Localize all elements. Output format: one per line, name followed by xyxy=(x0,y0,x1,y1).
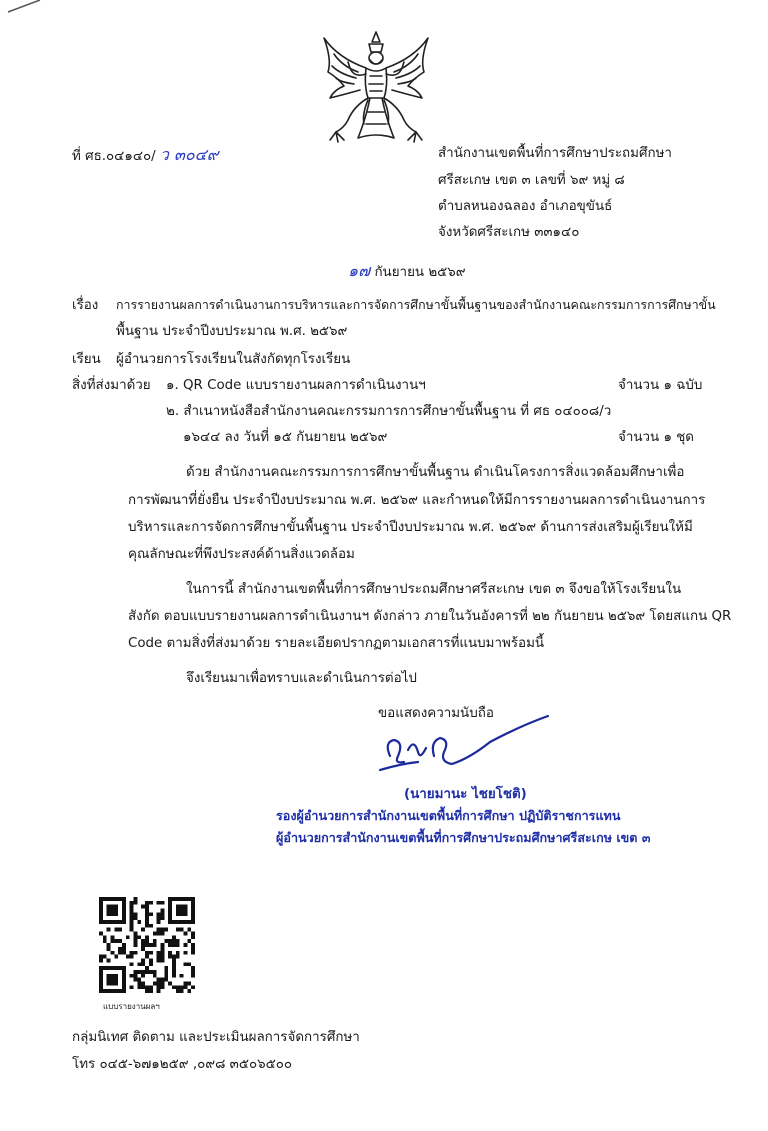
recipient-text: ผู้อำนวยการโรงเรียนในสังกัดทุกโรงเรียน xyxy=(116,352,351,367)
date-day-handwritten: ๑๗ xyxy=(348,261,371,280)
recipient-label: เรียน xyxy=(72,352,101,367)
enclosure-item-continued: ๑๖๔๔ ลง วันที่ ๑๕ กันยายน ๒๕๖๙ xyxy=(183,430,388,445)
body-line: บริหารและการจัดการศึกษาขั้นพื้นฐาน ประจำปีงบประมาณ พ.ศ. ๒๕๖๙ ด้านการส่งเสริมผู้เรียนให้มี xyxy=(128,520,693,535)
body-line: การพัฒนาที่ยั่งยืน ประจำปีงบประมาณ พ.ศ. ๒๕๖๙ และกำหนดให้มีการรายงานผลการดำเนินงานการ xyxy=(128,493,706,508)
body-line: ในการนี้ สำนักงานเขตพื้นที่การศึกษาประถมศึกษาศรีสะเกษ เขต ๓ จึงขอให้โรงเรียนใน xyxy=(186,582,682,597)
document-number-prefix: ที่ ศธ.๐๔๑๔๐/ xyxy=(72,149,156,164)
signatory-title: ผู้อำนวยการสำนักงานเขตพื้นที่การศึกษาประถมศึกษาศรีสะเกษ เขต ๓ xyxy=(276,830,651,845)
enclosures-label: สิ่งที่ส่งมาด้วย xyxy=(72,378,151,393)
body-line: Code ตามสิ่งที่ส่งมาด้วย รายละเอียดปรากฏตามเอกสารที่แนบมาพร้อมนี้ xyxy=(128,636,545,651)
signatory-name: (นายมานะ ไชยโชติ) xyxy=(404,787,527,802)
contact-phone: โทร ๐๔๕-๖๗๑๒๕๙ ,๐๙๘ ๓๕๐๖๕๐๐ xyxy=(72,1057,293,1072)
qr-code-icon xyxy=(99,897,195,993)
document-number xyxy=(72,147,219,163)
enclosure-item: ๒. สำเนาหนังสือสำนักงานคณะกรรมการการศึกษาขั้นพื้นฐาน ที่ ศธ ๐๔๐๐๘/ว xyxy=(166,404,612,419)
subject-line: พื้นฐาน ประจำปีงบประมาณ พ.ศ. ๒๕๖๙ xyxy=(116,324,348,339)
scan-edge-mark xyxy=(0,0,60,20)
enclosure-quantity: จำนวน ๑ ชุด xyxy=(618,430,694,445)
handwritten-signature xyxy=(370,712,560,782)
qr-caption: แบบรายงานผลฯ xyxy=(103,1002,160,1011)
body-line: สังกัด ตอบแบบรายงานผลการดำเนินงานฯ ดังกล่าว ภายในวันอังคารที่ ๒๒ กันยายน ๒๕๖๙ โดยสแกน QR xyxy=(128,609,732,624)
office-line: สำนักงานเขตพื้นที่การศึกษาประถมศึกษา xyxy=(438,146,672,161)
office-line: จังหวัดศรีสะเกษ ๓๓๑๔๐ xyxy=(438,225,580,240)
body-line: ด้วย สำนักงานคณะกรรมการการศึกษาขั้นพื้นฐาน ดำเนินโครงการสิ่งแวดล้อมศึกษาเพื่อ xyxy=(186,465,685,480)
closing-statement: จึงเรียนมาเพื่อทราบและดำเนินการต่อไป xyxy=(186,671,417,686)
subject-line: การรายงานผลการดำเนินงานการบริหารและการจัดการศึกษาขั้นพื้นฐานของสำนักงานคณะกรรมการการศึกษาขั้น xyxy=(116,297,716,312)
enclosure-item: ๑. QR Code แบบรายงานผลการดำเนินงานฯ xyxy=(166,378,426,393)
office-line: ตำบลหนองฉลอง อำเภอขุขันธ์ xyxy=(438,199,613,214)
document-date xyxy=(348,263,466,279)
enclosure-quantity: จำนวน ๑ ฉบับ xyxy=(618,378,703,393)
garuda-emblem-icon xyxy=(318,28,434,146)
subject-label: เรื่อง xyxy=(72,298,99,313)
salutation: ขอแสดงความนับถือ xyxy=(378,706,494,721)
office-line: ศรีสะเกษ เขต ๓ เลขที่ ๖๙ หมู่ ๘ xyxy=(438,173,625,188)
signatory-title: รองผู้อำนวยการสำนักงานเขตพื้นที่การศึกษา ปฏิบัติราชการแทน xyxy=(276,808,621,823)
department-name: กลุ่มนิเทศ ติดตาม และประเมินผลการจัดการศึกษา xyxy=(72,1030,360,1045)
body-line: คุณลักษณะที่พึงประสงค์ด้านสิ่งแวดล้อม xyxy=(128,547,355,562)
date-month-year: กันยายน ๒๕๖๙ xyxy=(374,265,466,280)
document-number-handwritten: ว ๓๐๔๙ xyxy=(159,145,219,164)
